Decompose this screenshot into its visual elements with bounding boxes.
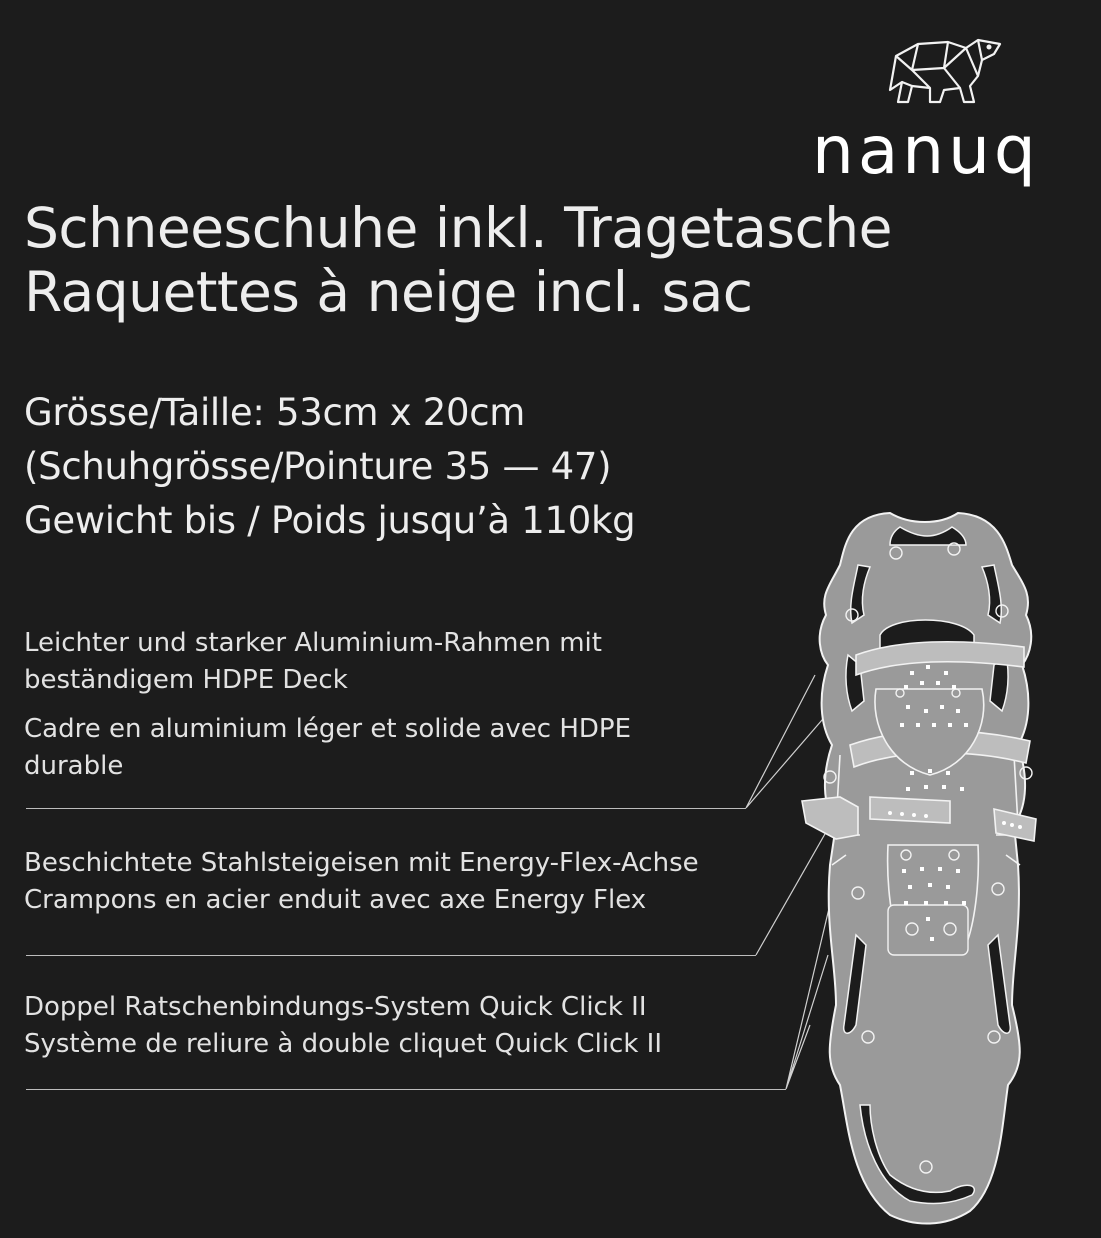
title-german: Schneeschuhe inkl. Tragetasche: [24, 196, 893, 260]
feature-binding: [24, 989, 662, 1063]
feature-frame-fr: Cadre en aluminium léger et solide avec HDPE durable: [24, 714, 632, 781]
brand-logo: [812, 30, 1062, 189]
divider-line: [26, 1089, 786, 1090]
product-title: [24, 196, 892, 324]
brand-wordmark: nanuq: [812, 112, 1040, 189]
polar-bear-icon: [882, 30, 1002, 108]
title-french: Raquettes à neige incl. sac: [24, 260, 753, 324]
feature-binding-de: Doppel Ratschenbindungs-System Quick Click II: [24, 992, 647, 1022]
spec-size: Grösse/Taille: 53cm x 20cm: [24, 391, 526, 434]
divider-line: [26, 955, 756, 956]
spec-shoe-size: (Schuhgrösse/Pointure 35 — 47): [24, 445, 612, 488]
spec-weight: Gewicht bis / Poids jusqu’à 110kg: [24, 499, 636, 542]
product-specs: [24, 386, 635, 548]
feature-frame: [24, 625, 724, 785]
feature-crampons-de: Beschichtete Stahlsteigeisen mit Energy-Flex-Achse: [24, 848, 699, 878]
feature-crampons: [24, 845, 699, 919]
divider-line: [26, 808, 746, 809]
feature-binding-fr: Système de reliure à double cliquet Quick Click II: [24, 1029, 662, 1059]
snowshoe-illustration: [740, 505, 1060, 1235]
feature-crampons-fr: Crampons en acier enduit avec axe Energy Flex: [24, 885, 647, 915]
feature-frame-de: Leichter und starker Aluminium-Rahmen mit beständigem HDPE Deck: [24, 628, 602, 695]
